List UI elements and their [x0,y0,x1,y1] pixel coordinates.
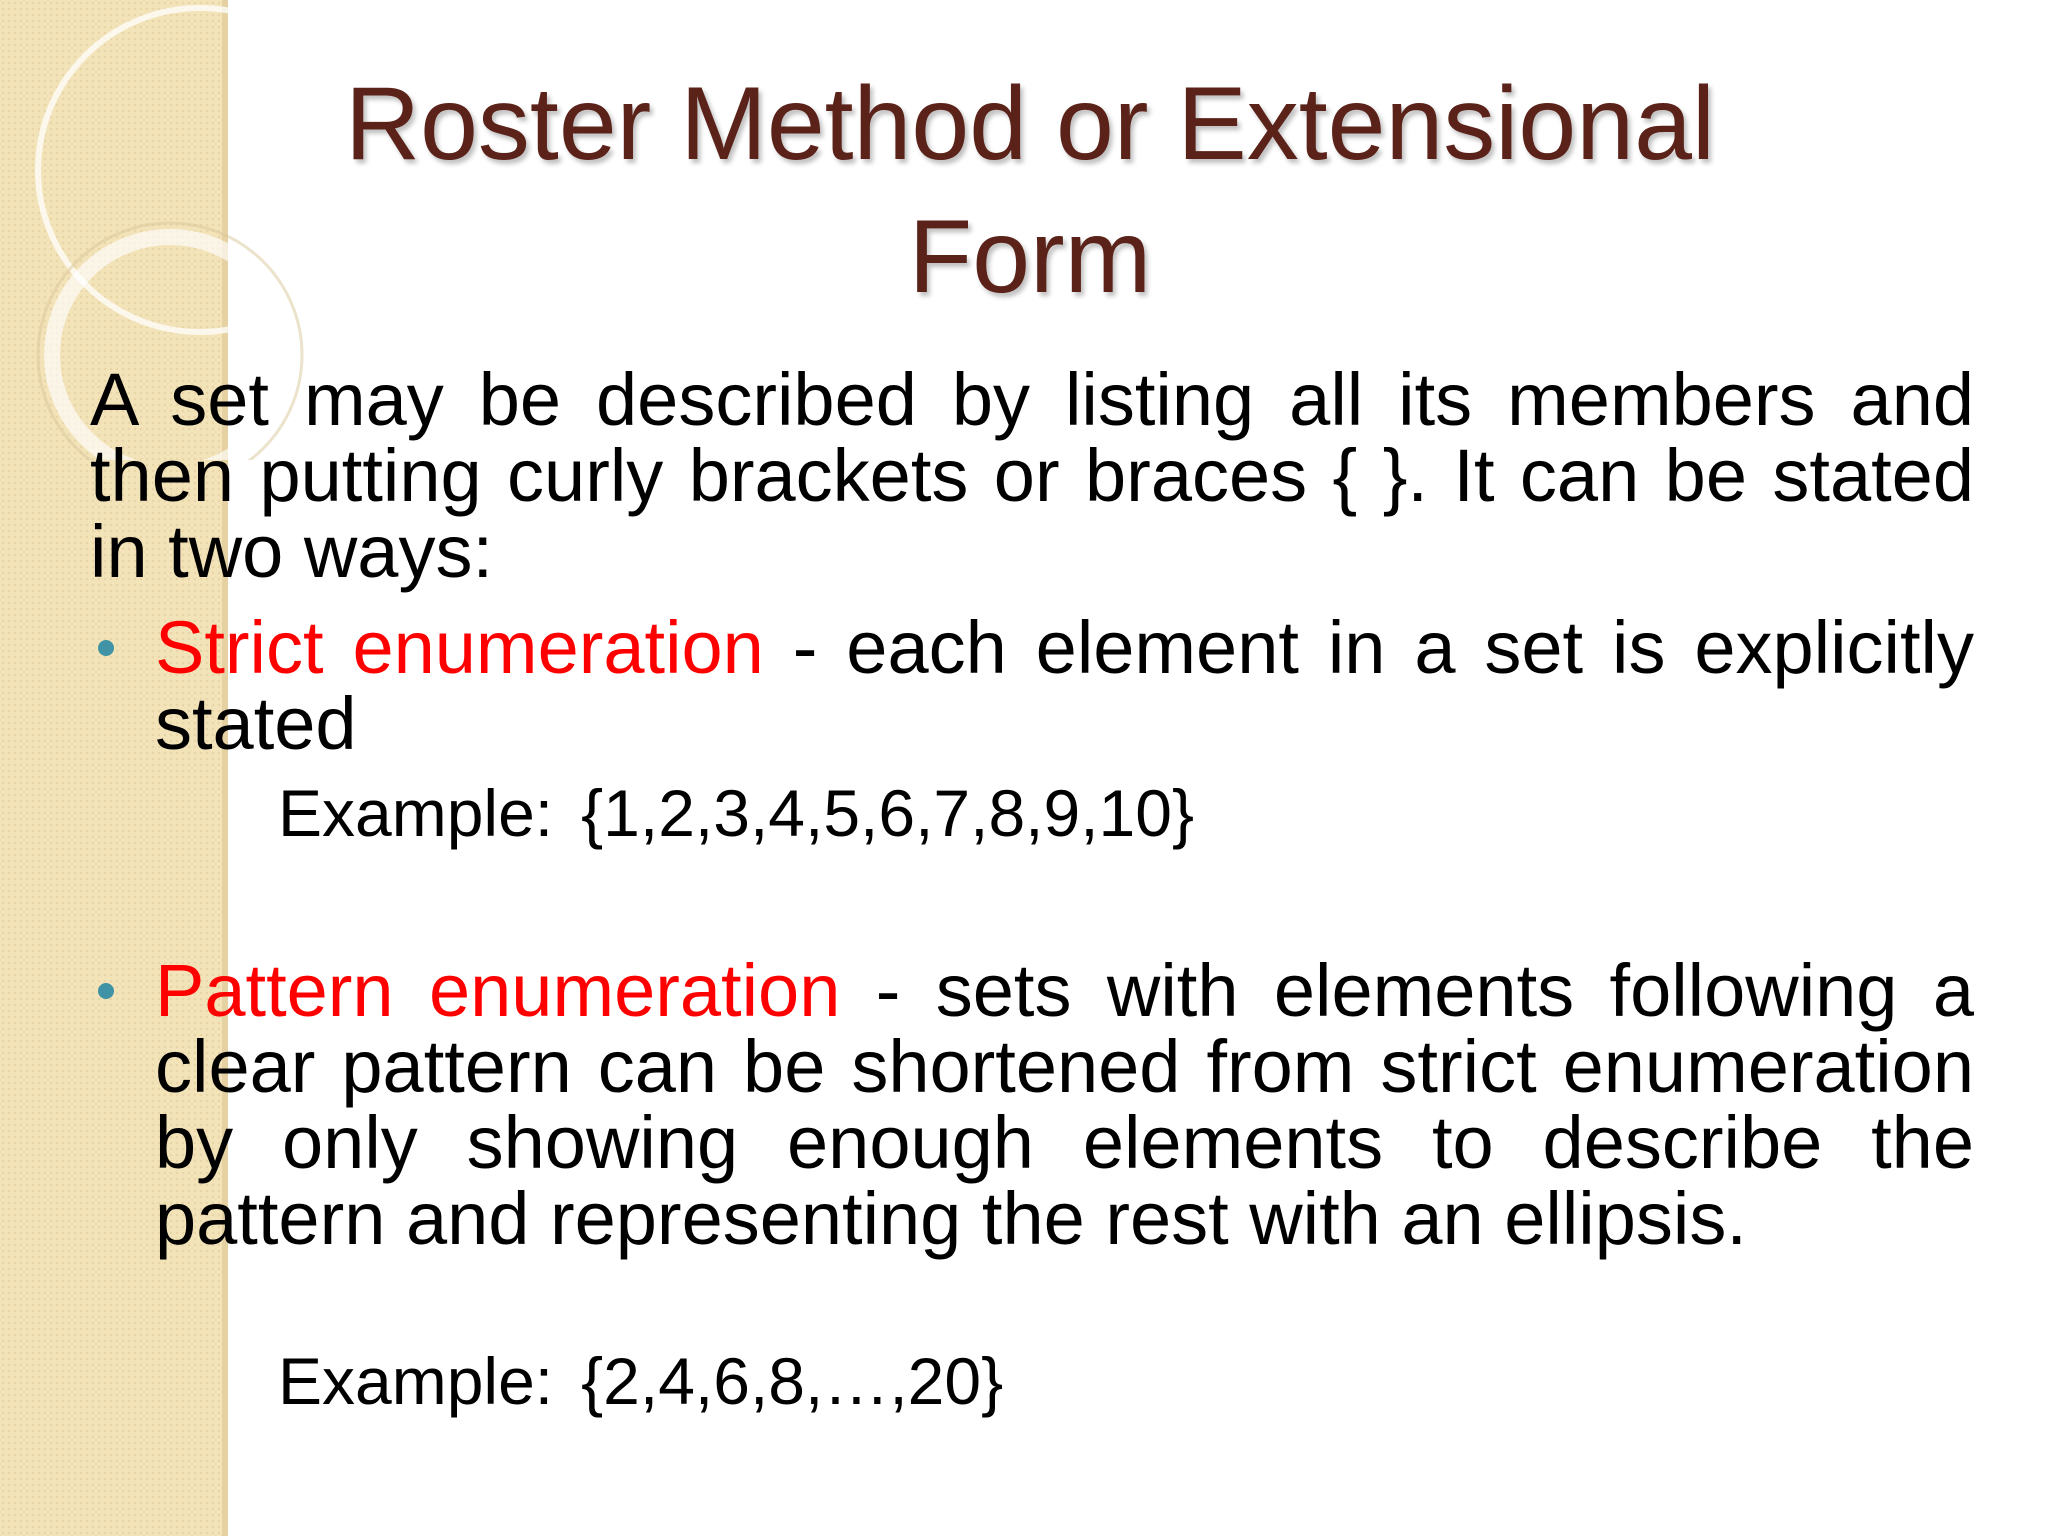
term-pattern-enumeration: Pattern enumeration [155,949,841,1032]
term-strict-enumeration: Strict enumeration [155,606,764,689]
bullet-dot-icon [98,640,114,656]
example-pattern-enumeration [278,1345,1003,1417]
bullet-item-pattern-enumeration [155,949,1974,1260]
bullet-dot-icon [98,983,114,999]
title-line-1: Roster Method or Extensional [344,66,1716,182]
example-value: {2,4,6,8,…,20} [581,1344,1004,1418]
example-value: {1,2,3,4,5,6,7,8,9,10} [581,776,1195,850]
slide-title [220,58,1840,324]
bullet-item-strict-enumeration [155,606,1974,765]
description-pattern-enumeration: - sets with elements following a clear pattern can be shortened from strict enumeration by only showing enough elements to describe the pattern and representing the rest with an ellipsis. [155,949,1974,1260]
example-strict-enumeration [278,777,1194,849]
example-label: Example: [278,776,554,850]
title-line-2: Form [908,199,1152,315]
intro-paragraph: A set may be described by listing all its members and then putting curly brackets or braces { }. It can be stated in two ways: [90,358,1974,593]
example-label: Example: [278,1344,554,1418]
description-strict-enumeration: - each element in a set is explicitly stated [155,606,1974,765]
